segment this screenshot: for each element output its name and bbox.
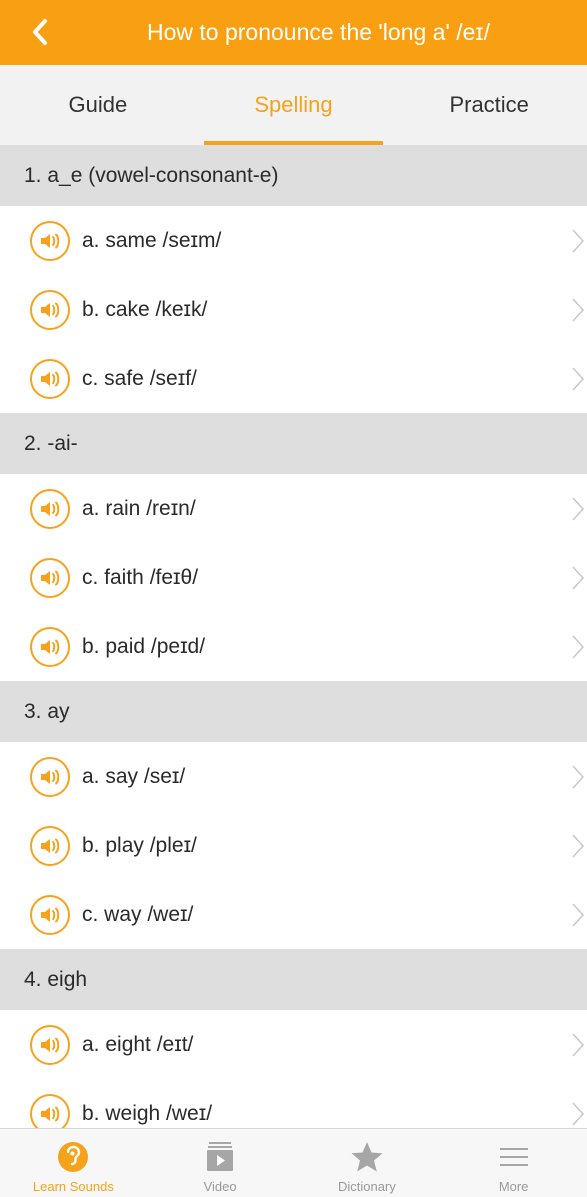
speaker-icon	[39, 1105, 61, 1123]
list-item-label: b. play /pleɪ/	[82, 833, 197, 857]
speaker-button[interactable]	[30, 489, 70, 529]
section-header: 4. eigh	[0, 949, 587, 1010]
tab-guide[interactable]: Guide	[68, 92, 128, 117]
list-item[interactable]	[0, 1010, 587, 1079]
speaker-button[interactable]	[30, 221, 70, 261]
list-item[interactable]	[0, 811, 587, 880]
tabbar-learn-sounds[interactable]	[0, 1129, 147, 1197]
speaker-button[interactable]	[30, 757, 70, 797]
tabbar-label: Video	[203, 1179, 237, 1194]
speaker-icon	[39, 232, 61, 250]
speaker-icon	[39, 301, 61, 319]
section-header: 3. ay	[0, 681, 587, 742]
list-item-label: c. way /weɪ/	[82, 902, 194, 926]
chevron-right-icon	[571, 833, 585, 859]
list-item-label: b. weigh /weɪ/	[82, 1101, 213, 1125]
list-item[interactable]	[0, 275, 587, 344]
chevron-right-icon	[571, 634, 585, 660]
back-chevron-icon	[31, 18, 49, 46]
list-item-label: c. faith /feɪθ/	[82, 565, 199, 589]
speaker-icon	[39, 500, 61, 518]
speaker-button[interactable]	[30, 895, 70, 935]
section-header: 1. a_e (vowel-consonant-e)	[0, 145, 587, 206]
list-item[interactable]	[0, 880, 587, 949]
list-item[interactable]	[0, 344, 587, 413]
speaker-icon	[39, 569, 61, 587]
tabbar-dictionary[interactable]	[294, 1129, 441, 1197]
header-bar	[0, 0, 587, 65]
video-icon	[201, 1139, 239, 1175]
chevron-right-icon	[571, 366, 585, 392]
speaker-icon	[39, 837, 61, 855]
list-item-label: a. eight /eɪt/	[82, 1032, 194, 1056]
back-button[interactable]	[22, 14, 58, 50]
chevron-right-icon	[571, 902, 585, 928]
speaker-icon	[39, 638, 61, 656]
speaker-icon	[39, 1036, 61, 1054]
tab-practice[interactable]: Practice	[449, 92, 529, 117]
chevron-right-icon	[571, 228, 585, 254]
speaker-button[interactable]	[30, 627, 70, 667]
star-icon	[348, 1139, 386, 1175]
list-item[interactable]	[0, 474, 587, 543]
menu-icon	[495, 1139, 533, 1175]
speaker-button[interactable]	[30, 359, 70, 399]
list-item-label: a. same /seɪm/	[82, 228, 222, 252]
list-item-label: a. rain /reɪn/	[82, 496, 196, 520]
chevron-right-icon	[571, 297, 585, 323]
tabbar-label: Learn Sounds	[32, 1179, 114, 1194]
tabbar-label: More	[498, 1179, 529, 1194]
tabbar-label: Dictionary	[337, 1179, 396, 1194]
list-item-label: b. cake /keɪk/	[82, 297, 208, 321]
speaker-button[interactable]	[30, 558, 70, 598]
speaker-icon	[39, 768, 61, 786]
learn-sounds-icon	[54, 1139, 92, 1175]
list-item[interactable]	[0, 742, 587, 811]
chevron-right-icon	[571, 764, 585, 790]
spelling-list	[0, 145, 587, 1148]
section-header: 2. -ai-	[0, 413, 587, 474]
tabs-bar	[0, 65, 587, 145]
chevron-right-icon	[571, 565, 585, 591]
tab-spelling[interactable]: Spelling	[196, 65, 392, 145]
list-item[interactable]	[0, 612, 587, 681]
list-item-label: b. paid /peɪd/	[82, 634, 206, 658]
list-item[interactable]	[0, 206, 587, 275]
chevron-right-icon	[571, 1101, 585, 1127]
speaker-button[interactable]	[30, 826, 70, 866]
page-title: How to pronounce the 'long a' /eɪ/	[146, 19, 491, 45]
speaker-button[interactable]	[30, 1025, 70, 1065]
list-item[interactable]	[0, 543, 587, 612]
bottom-tab-bar	[0, 1128, 587, 1197]
speaker-button[interactable]	[30, 290, 70, 330]
tabbar-more[interactable]	[440, 1129, 587, 1197]
list-item-label: c. safe /seɪf/	[82, 366, 197, 390]
speaker-icon	[39, 370, 61, 388]
list-item-label: a. say /seɪ/	[82, 764, 186, 788]
chevron-right-icon	[571, 1032, 585, 1058]
tabbar-video[interactable]	[147, 1129, 294, 1197]
chevron-right-icon	[571, 496, 585, 522]
speaker-icon	[39, 906, 61, 924]
